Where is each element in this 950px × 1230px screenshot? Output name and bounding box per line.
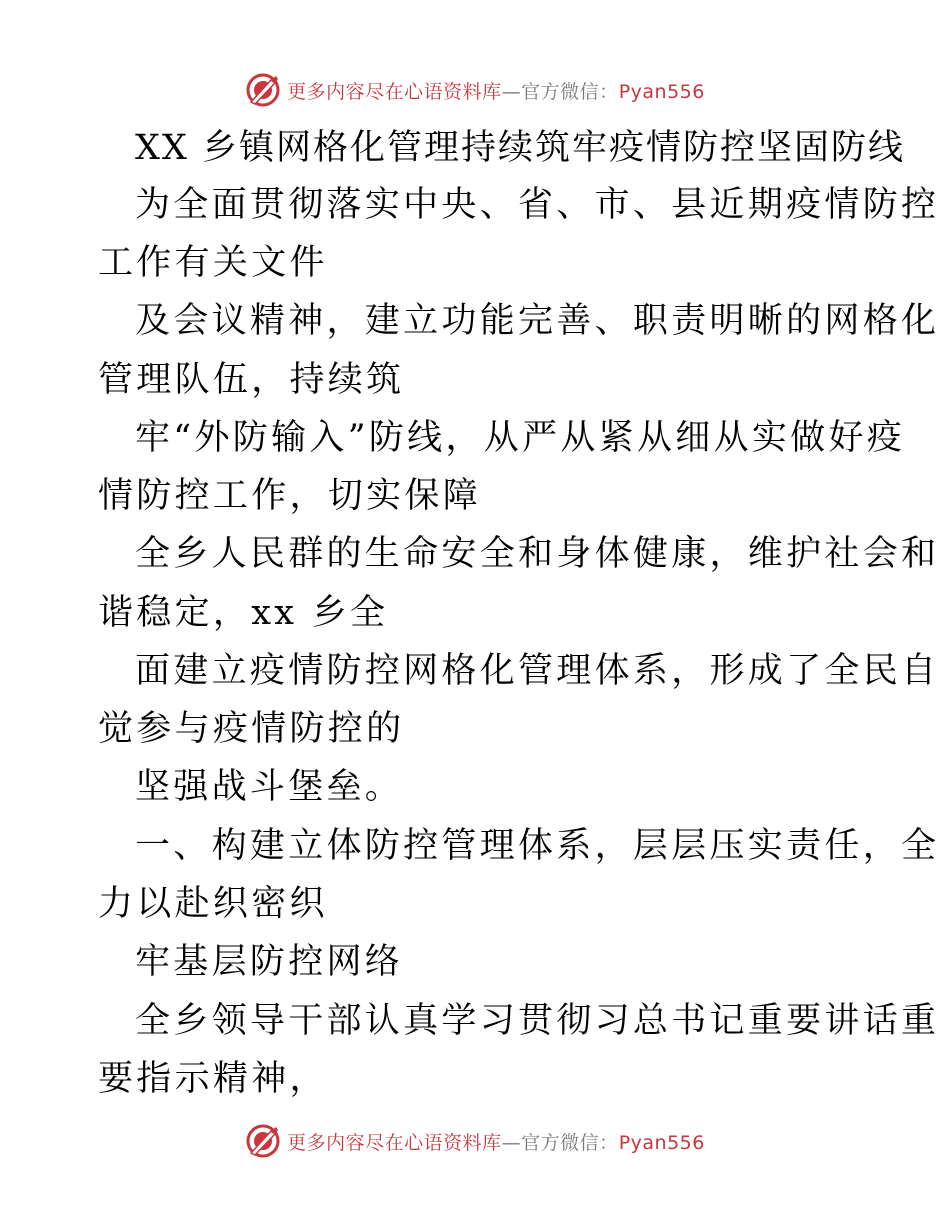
text-line: 及会议精神，建立功能完善、职责明晰的网格化 xyxy=(135,301,940,341)
pen-logo-icon xyxy=(245,72,281,108)
text-line: 坚强战斗堡垒。 xyxy=(135,767,404,807)
watermark-account: Pyan556 xyxy=(618,80,705,103)
watermark-separator: — xyxy=(501,80,522,103)
section-heading: 一、构建立体防控管理体系，层层压实责任，全 xyxy=(135,826,940,866)
watermark-official: 官方微信： xyxy=(521,80,619,103)
watermark-official: 官方微信： xyxy=(521,1131,619,1154)
header-watermark xyxy=(0,70,950,110)
text-line: 全乡领导干部认真学习贯彻习总书记重要讲话重 xyxy=(135,1001,940,1041)
text-line: 谐稳定，xx 乡全 xyxy=(98,593,389,633)
text-line: 牢基层防控网络 xyxy=(135,942,404,982)
text-line: 为全面贯彻落实中央、省、市、县近期疫情防控 xyxy=(135,185,940,225)
text-line: 要指示精神， xyxy=(98,1059,328,1099)
watermark-text xyxy=(287,1128,705,1155)
text-line: 力以赴织密织 xyxy=(98,884,328,924)
text-line: 管理队伍，持续筑 xyxy=(98,360,405,400)
document-title: XX 乡镇网格化管理持续筑牢疫情防控坚固防线 xyxy=(135,128,905,168)
text-line: 觉参与疫情防控的 xyxy=(98,709,405,749)
watermark-separator: — xyxy=(501,1131,522,1154)
watermark-account: Pyan556 xyxy=(618,1131,705,1154)
footer-watermark xyxy=(0,1121,950,1161)
pen-logo-icon xyxy=(245,1123,281,1159)
watermark-text xyxy=(287,77,705,104)
text-line: 工作有关文件 xyxy=(98,243,328,283)
text-line: 牢“外防输入”防线，从严从紧从细从实做好疫 xyxy=(135,418,906,458)
watermark-main: 更多内容尽在心语资料库 xyxy=(287,80,502,103)
text-line: 面建立疫情防控网格化管理体系，形成了全民自 xyxy=(135,651,940,691)
watermark-main: 更多内容尽在心语资料库 xyxy=(287,1131,502,1154)
text-line: 全乡人民群的生命安全和身体健康，维护社会和 xyxy=(135,534,940,574)
text-line: 情防控工作，切实保障 xyxy=(98,476,482,516)
